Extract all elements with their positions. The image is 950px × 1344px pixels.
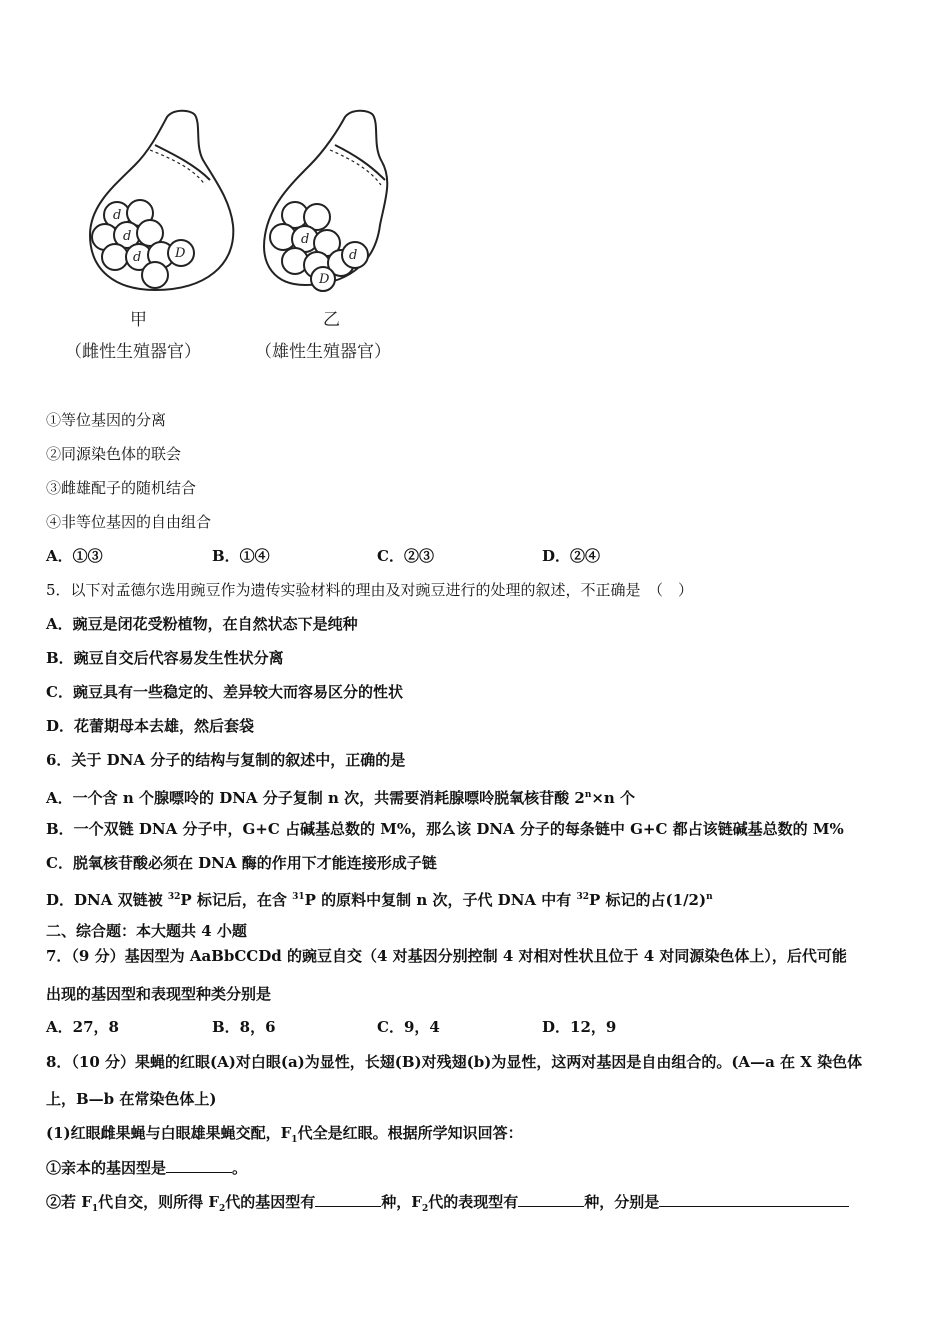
q5-option-a: A．豌豆是闭花受粉植物，在自然状态下是纯种: [46, 615, 358, 633]
figure-right-caption: （雄性生殖器官）: [255, 342, 391, 362]
answer-blank[interactable]: [659, 1192, 849, 1207]
ball-label: d: [113, 208, 122, 223]
q4-item-1: ①等位基因的分离: [46, 411, 167, 429]
genetics-bags-figure: [55, 105, 425, 375]
ball-label: d: [349, 248, 358, 263]
q8-sub2: ②若 $F_1$代自交，则所得 $F_2$代的基因型有 种，$F_2$代的表现型有 种，分别是: [46, 1192, 849, 1219]
q5-option-c: C．豌豆具有一些稳定的、差异较大而容易区分的性状: [46, 683, 403, 701]
ball-label: d: [133, 250, 142, 265]
q6-stem: 6．关于 DNA 分子的结构与复制的叙述中，正确的是: [46, 751, 406, 769]
answer-blank[interactable]: [518, 1192, 584, 1207]
q4-item-2: ②同源染色体的联会: [46, 445, 182, 463]
figure-left-label: 甲: [130, 310, 147, 330]
ball-label: D: [319, 272, 330, 287]
q7-option-c: C．9，4: [377, 1018, 440, 1036]
q4-item-4: ④非等位基因的自由组合: [46, 513, 212, 531]
q7-option-b: B．8，6: [212, 1018, 276, 1036]
figure-right-label: 乙: [323, 310, 340, 330]
answer-blank[interactable]: [315, 1192, 381, 1207]
q5-option-b: B．豌豆自交后代容易发生性状分离: [46, 649, 284, 667]
figure-left-caption: （雌性生殖器官）: [65, 342, 201, 362]
q4-option-b: B．①④: [212, 547, 270, 565]
ball-label: D: [175, 246, 186, 261]
q8-stem-line2: 上，B—b 在常染色体上): [46, 1090, 217, 1108]
section-heading: 二、综合题：本大题共 4 小题: [46, 922, 247, 940]
q5-stem: 5．以下对孟德尔选用豌豆作为遗传实验材料的理由及对豌豆进行的处理的叙述，不正确是 （ ）: [46, 581, 694, 599]
q6-option-d: D．DNA 双链被 $^{32}$P 标记后，在含 $^{31}$P 的原料中复制 n 次，子代 DNA 中有 $^{32}$P 标记的占$(1/2)^n$: [46, 891, 713, 909]
q6-option-a: A．一个含 n 个腺嘌呤的 DNA 分子复制 n 次，共需要消耗腺嘌呤脱氧核苷酸 $2^n\times n$ 个: [46, 789, 636, 807]
q4-item-3: ③雌雄配子的随机结合: [46, 479, 197, 497]
q7-stem-line2: 出现的基因型和表现型种类分别是: [46, 985, 272, 1003]
q7-option-a: A．27，8: [46, 1018, 119, 1036]
ball-label: d: [123, 229, 132, 244]
q6-option-c: C．脱氧核苷酸必须在 DNA 酶的作用下才能连接形成子链: [46, 854, 437, 872]
q4-option-a: A．①③: [46, 547, 103, 565]
q7-option-d: D．12，9: [542, 1018, 617, 1036]
q8-sub1: ①亲本的基因型是 。: [46, 1159, 248, 1177]
q4-option-c: C．②③: [377, 547, 434, 565]
answer-blank[interactable]: [166, 1158, 232, 1173]
q4-option-d: D．②④: [542, 547, 601, 565]
bags-illustration: [55, 105, 425, 305]
q8-part1: (1)红眼雌果蝇与白眼雄果蝇交配，$F_1$代全是红眼。根据所学知识回答：: [46, 1124, 523, 1145]
ball-label: d: [301, 232, 310, 247]
q8-stem-line1: 8．（10 分）果蝇的红眼(A)对白眼(a)为显性，长翅(B)对残翅(b)为显性，这两对基因是自由组合的。(A—a 在 X 染色体: [46, 1053, 863, 1071]
q7-stem-line1: 7．（9 分）基因型为 AaBbCCDd 的豌豆自交（4 对基因分别控制 4 对相对性状且位于 4 对同源染色体上），后代可能: [46, 947, 847, 965]
q5-option-d: D．花蕾期母本去雄，然后套袋: [46, 717, 255, 735]
q6-option-b: B．一个双链 DNA 分子中，G+C 占碱基总数的 M%，那么该 DNA 分子的每条链中 G+C 都占该链碱基总数的 M%: [46, 820, 844, 838]
